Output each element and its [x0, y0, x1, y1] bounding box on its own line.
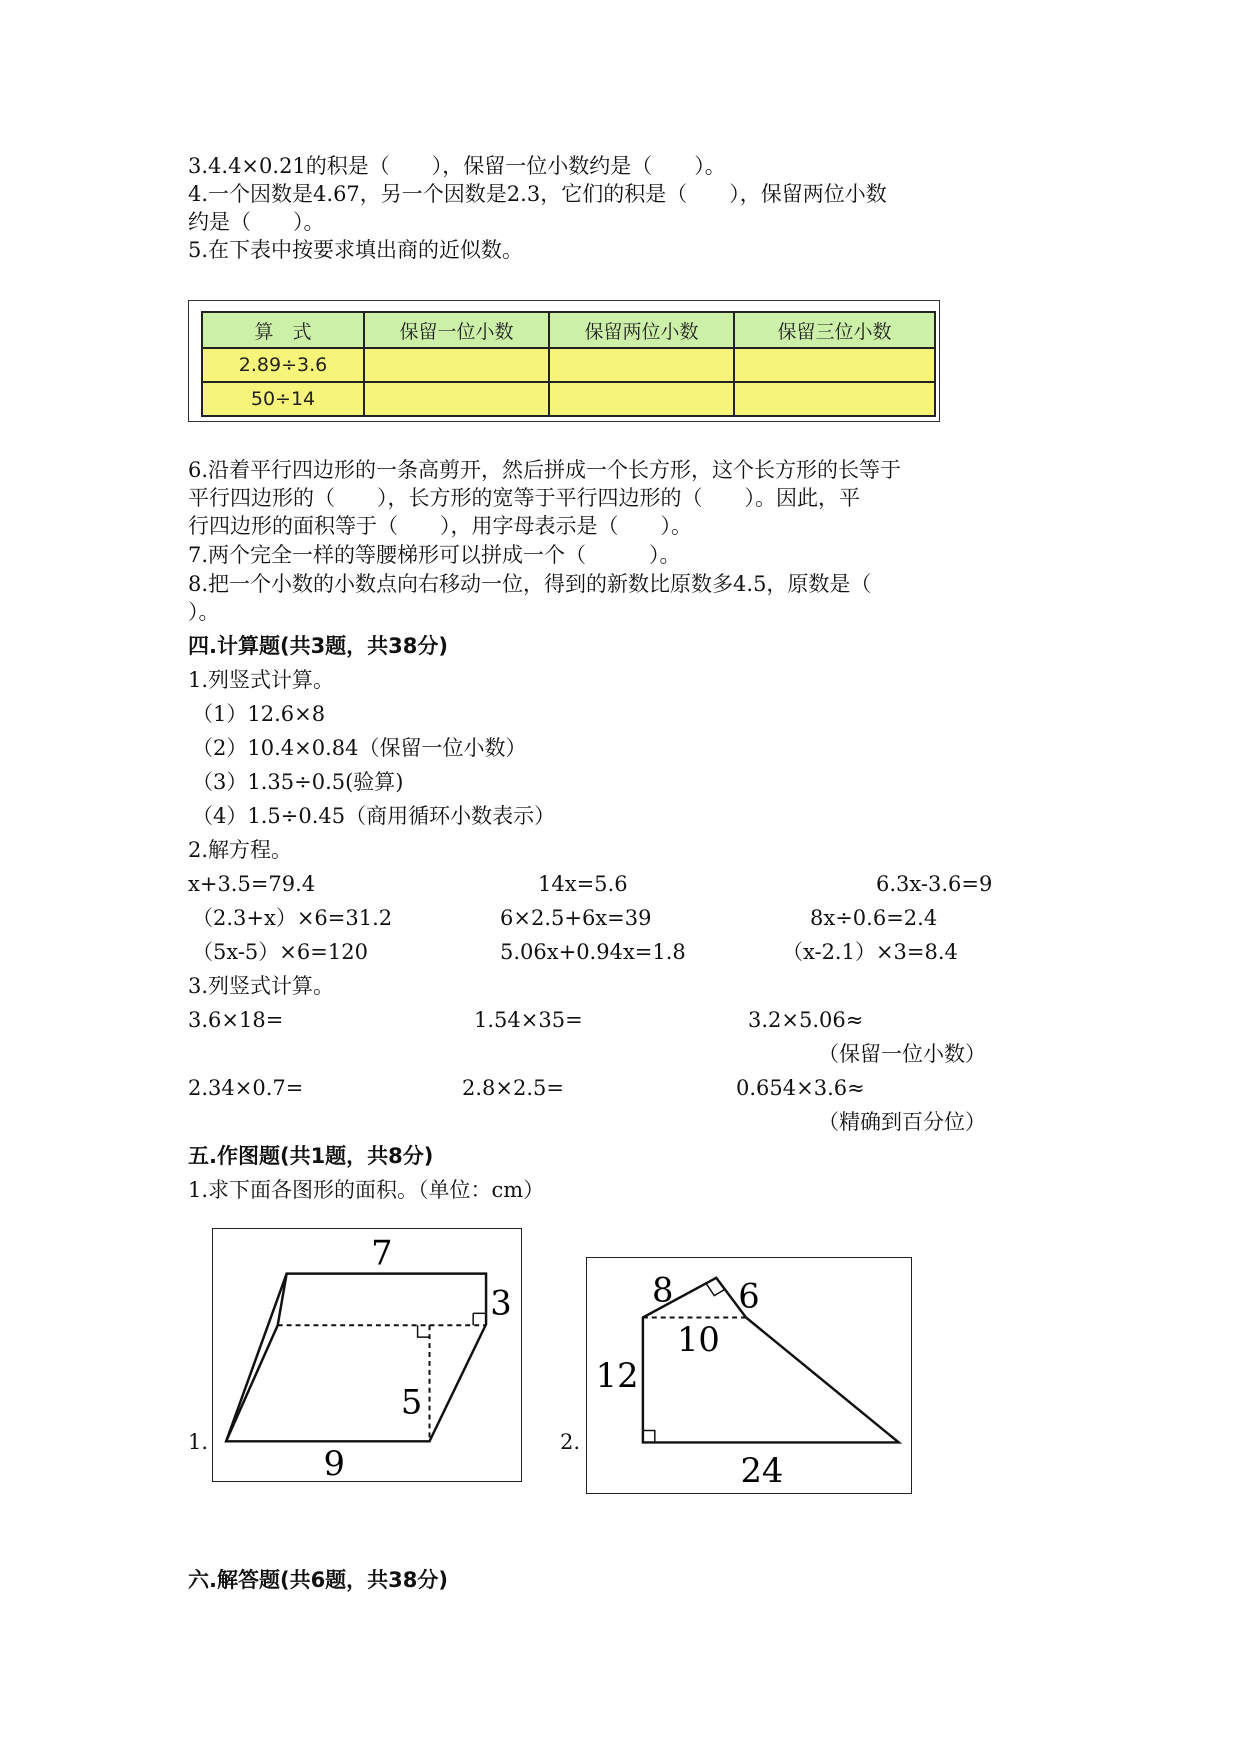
calc-expression: 2.8×2.5= [462, 1076, 564, 1100]
figure-number: 2. [560, 1430, 581, 1454]
calc-expression: 1.54×35= [474, 1008, 583, 1032]
calc-item: （1）12.6×8 [192, 702, 326, 726]
question-3: 3.4.4×0.21的积是（ ），保留一位小数约是（ ）。 [188, 154, 726, 178]
table-row [202, 348, 935, 382]
table-cell [549, 348, 734, 382]
question-4-line1: 4.一个因数是4.67，另一个因数是2.3，它们的积是（ ），保留两位小数 [188, 182, 887, 206]
table-row [202, 382, 935, 416]
label-left: 12 [595, 1355, 639, 1395]
equation: 8x÷0.6=2.4 [810, 906, 938, 930]
equation: （5x-5）×6=120 [192, 940, 368, 964]
calc-expression: 2.34×0.7= [188, 1076, 304, 1100]
table-header: 保留两位小数 [549, 312, 734, 348]
table-cell [364, 382, 549, 416]
label-top: 7 [371, 1233, 393, 1273]
section-6-heading: 六.解答题(共6题，共38分) [188, 1568, 449, 1592]
label-bottom: 24 [740, 1451, 784, 1491]
question-4-line2: 约是（ ）。 [188, 210, 325, 234]
question-6-line3: 行四边形的面积等于（ ），用字母表示是（ ）。 [188, 514, 692, 538]
equation: （2.3+x）×6=31.2 [192, 906, 393, 930]
table-header: 算 式 [202, 312, 364, 348]
equation: 14x=5.6 [538, 872, 628, 896]
section-4-q1: 1.列竖式计算。 [188, 668, 335, 692]
section-5-q1: 1.求下面各图形的面积。（单位：cm） [188, 1178, 545, 1202]
equation: （x-2.1）×3=8.4 [782, 940, 958, 964]
question-6-line1: 6.沿着平行四边形的一条高剪开，然后拼成一个长方形，这个长方形的长等于 [188, 458, 902, 482]
label-height: 5 [400, 1382, 423, 1422]
question-5: 5.在下表中按要求填出商的近似数。 [188, 238, 524, 262]
table-cell: 2.89÷3.6 [202, 348, 364, 382]
table-cell [734, 348, 935, 382]
quotient-table [201, 311, 936, 417]
figure-number: 1. [188, 1430, 209, 1454]
table-header: 保留一位小数 [364, 312, 549, 348]
equation: 6.3x-3.6=9 [876, 872, 993, 896]
trapezoid-figure [586, 1257, 912, 1494]
calc-item: （2）10.4×0.84（保留一位小数） [192, 736, 527, 760]
question-7: 7.两个完全一样的等腰梯形可以拼成一个（ ）。 [188, 543, 681, 567]
question-8-line2: ）。 [188, 600, 220, 624]
label-c: 10 [676, 1320, 720, 1360]
equation: x+3.5=79.4 [188, 872, 316, 896]
label-a: 8 [652, 1270, 674, 1310]
table-cell [364, 348, 549, 382]
table-cell [734, 382, 935, 416]
label-b: 6 [738, 1276, 760, 1316]
equation: 5.06x+0.94x=1.8 [500, 940, 686, 964]
equation: 6×2.5+6x=39 [500, 906, 652, 930]
calc-expression: 3.2×5.06≈ [748, 1008, 864, 1032]
section-5-heading: 五.作图题(共1题，共8分) [188, 1144, 434, 1168]
section-4-q3: 3.列竖式计算。 [188, 974, 335, 998]
table-header-row [202, 312, 935, 348]
calc-expression: 3.6×18= [188, 1008, 284, 1032]
calc-item: （4）1.5÷0.45（商用循环小数表示） [192, 804, 556, 828]
table-cell: 50÷14 [202, 382, 364, 416]
table-cell [549, 382, 734, 416]
calc-item: （3）1.35÷0.5(验算) [192, 770, 404, 794]
parallelogram-figure [212, 1228, 522, 1482]
calc-expression: 0.654×3.6≈ [736, 1076, 865, 1100]
calc-note: （精确到百分位） [818, 1110, 986, 1134]
question-6-line2: 平行四边形的（ ），长方形的宽等于平行四边形的（ ）。因此，平 [188, 486, 860, 510]
calc-note: （保留一位小数） [818, 1042, 986, 1066]
table-header: 保留三位小数 [734, 312, 935, 348]
label-right: 3 [490, 1283, 512, 1323]
question-8-line1: 8.把一个小数的小数点向右移动一位，得到的新数比原数多4.5，原数是（ [188, 572, 872, 596]
label-bottom: 9 [323, 1444, 345, 1482]
section-4-heading: 四.计算题(共3题，共38分) [188, 634, 449, 658]
section-4-q2: 2.解方程。 [188, 838, 293, 862]
